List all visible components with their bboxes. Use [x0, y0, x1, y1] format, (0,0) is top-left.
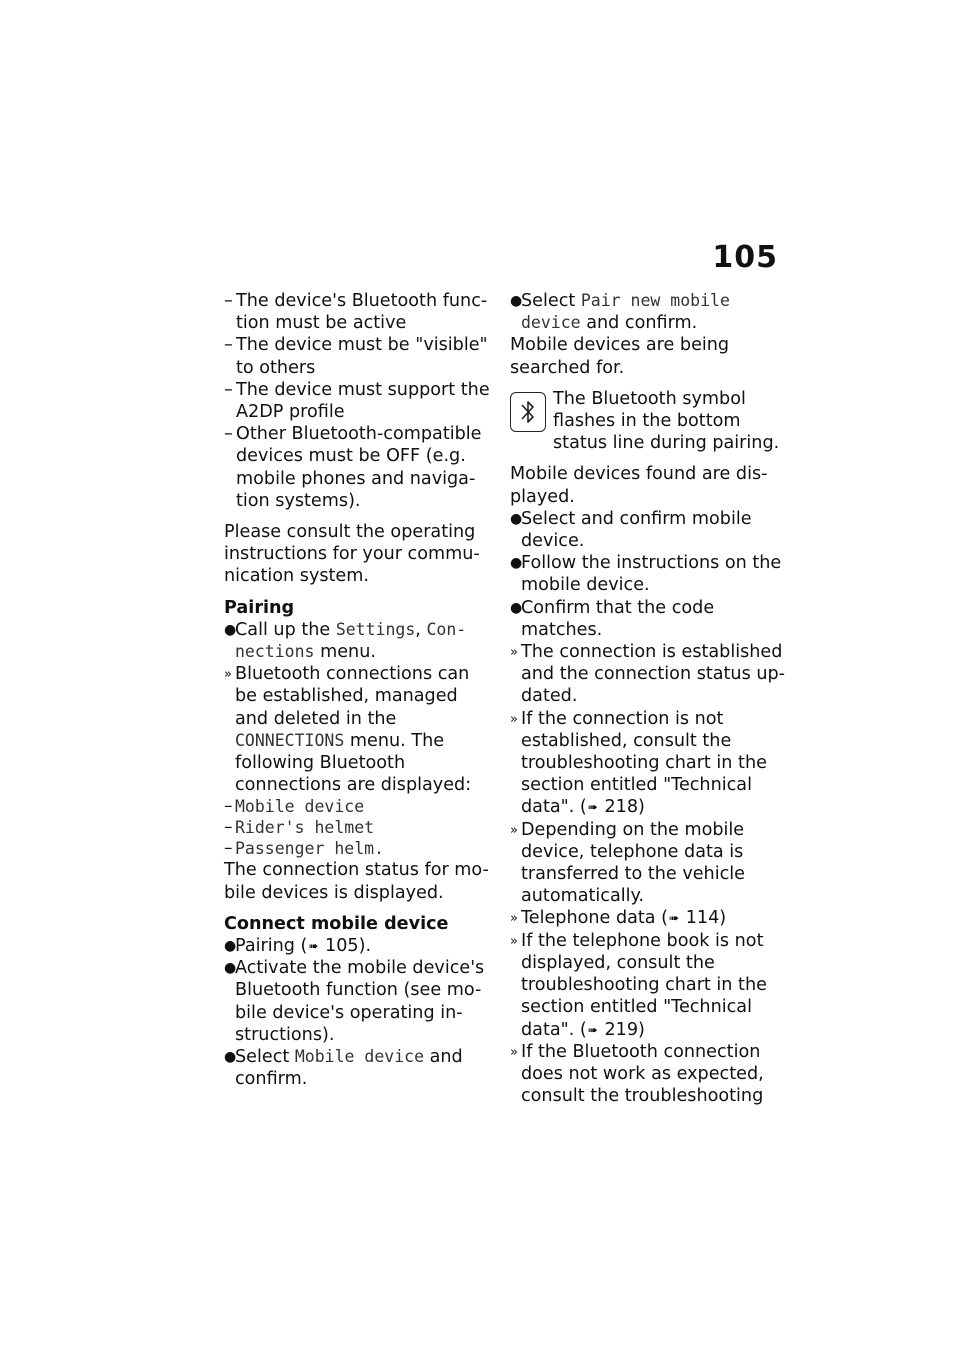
list-item: – Other Bluetooth-compatible devices must be OFF (e.g. mobile phones and naviga-tion systems). — [224, 424, 482, 511]
bluetooth-symbol-text: The Bluetooth symbol flashes in the bottom status line during pairing. — [553, 388, 780, 454]
list-item: » Telephone data (➠ 114) — [510, 908, 727, 929]
bluetooth-note — [510, 388, 785, 455]
list-item: ● Follow the instructions on the mobile device. — [510, 553, 782, 596]
list-item: – The device must be "visible" to others — [224, 335, 488, 378]
page-ref-arrow-icon: ➠ — [587, 800, 598, 815]
list-item: ● Confirm that the code matches. — [510, 597, 715, 640]
list-item: – The device's Bluetooth func-tion must be active — [224, 291, 488, 334]
list-item: ● Select Pair new mobile device and confirm. — [510, 291, 730, 334]
right-column — [510, 290, 785, 1107]
left-column — [224, 290, 494, 1091]
page-number: 105 — [712, 240, 778, 275]
list-item: » If the Bluetooth connection does not work as expected, consult the troubleshooting — [510, 1041, 764, 1107]
list-item: ● Call up the Settings, Con-nections menu. — [224, 619, 467, 663]
page-ref-arrow-icon: ➠ — [308, 939, 319, 954]
list-item: » If the connection is not established, consult the troubleshooting chart in the section entitled "Technical data". (➠ 218) — [510, 708, 767, 818]
menu-entry: – Passenger helm. — [224, 838, 385, 859]
connect-heading: Connect mobile device — [224, 913, 449, 934]
list-item: ● Select Mobile device and confirm. — [224, 1047, 463, 1090]
searching-paragraph: Mobile devices are being searched for. — [510, 335, 730, 378]
list-item: ● Pairing (➠ 105). — [224, 936, 372, 957]
list-item: – The device must support the A2DP profile — [224, 379, 490, 423]
found-paragraph: Mobile devices found are dis-played. — [510, 464, 768, 507]
list-item: ● Select and confirm mobile device. — [510, 508, 752, 552]
menu-entry: – Rider's helmet — [224, 817, 375, 838]
list-item: » If the telephone book is not displayed, consult the troubleshooting chart in the section entitled "Technical data". (➠ 219) — [510, 930, 767, 1040]
list-item: » The connection is established and the connection status up-dated. — [510, 642, 786, 707]
page-ref-arrow-icon: ➠ — [669, 911, 680, 926]
consult-paragraph: Please consult the operating instructions for your commu-nication system. — [224, 522, 480, 587]
page-ref-arrow-icon: ➠ — [587, 1022, 598, 1037]
pairing-heading: Pairing — [224, 597, 295, 618]
list-item: » Bluetooth connections can be established, managed and deleted in the CONNECTIONS menu. The following Bluetooth connections are displayed: — [224, 664, 472, 796]
status-paragraph: The connection status for mo-bile devices is displayed. — [224, 860, 489, 903]
list-item: ● Activate the mobile device's Bluetooth function (see mo-bile device's operating in-structions). — [224, 958, 485, 1045]
bluetooth-icon — [510, 392, 546, 432]
menu-entry: – Mobile device — [224, 796, 365, 817]
list-item: » Depending on the mobile device, telephone data is transferred to the vehicle automatically. — [510, 819, 745, 907]
